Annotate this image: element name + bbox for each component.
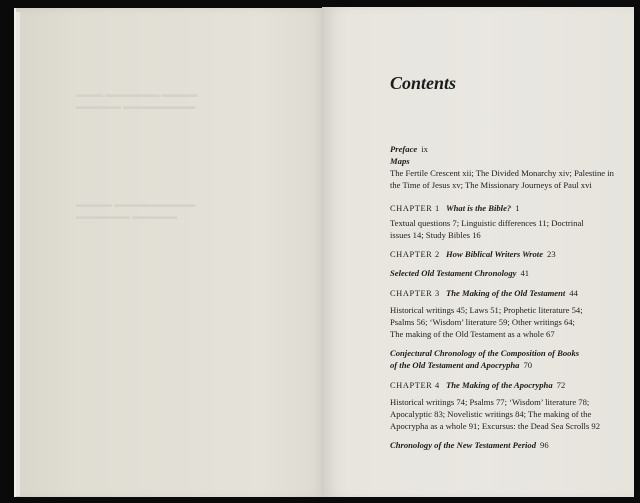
toc-nt-chronology: Chronology of the New Testament Period 96 — [390, 440, 549, 450]
toc-selected-ot-chronology: Selected Old Testament Chronology 41 — [390, 268, 530, 278]
toc-maps-line-1: The Fertile Crescent xii; The Divided Monarchy xiv; Palestine in — [390, 168, 614, 178]
page-title: Contents — [390, 73, 457, 93]
toc-chapter-4-sub-1: Historical writings 74; Psalms 77; ‘Wisdom’ literature 78; — [390, 397, 590, 407]
open-book-spread — [12, 7, 635, 498]
toc-chapter-4-sub-3: Apocrypha as a whole 91; Excursus: the Dead Sea Scrolls 92 — [390, 421, 601, 431]
toc-chapter-4: CHAPTER 4 The Making of the Apocrypha 72 — [390, 380, 566, 390]
toc-conjectural-chronology-line-2: of the Old Testament and Apocrypha 70 — [390, 360, 533, 370]
page-edges — [16, 12, 20, 496]
show-through-text: ▬▬▬▬ ▬▬▬▬▬▬▬▬▬ ▬▬▬▬▬▬ ▬▬▬▬▬ — [76, 199, 196, 221]
toc-chapter-3: CHAPTER 3 The Making of the Old Testament 44 — [390, 288, 578, 298]
toc-chapter-3-sub-1: Historical writings 45; Laws 51; Prophetic literature 54; — [390, 305, 583, 315]
show-through-text: ▬▬▬ ▬▬▬▬▬▬ ▬▬▬▬ ▬▬▬▬▬ ▬▬▬▬▬▬▬▬ — [76, 89, 198, 111]
toc-chapter-3-sub-3: The making of the Old Testament as a whole 67 — [390, 329, 555, 339]
toc-entry-preface: Preface ix — [390, 144, 428, 154]
toc-chapter-1-sub-2: issues 14; Study Bibles 16 — [390, 230, 481, 240]
toc-maps-line-2: the Time of Jesus xv; The Missionary Journeys of Paul xvi — [390, 180, 592, 190]
toc-chapter-4-sub-2: Apocalyptic 83; Novelistic writings 84; The making of the — [390, 409, 592, 419]
toc-conjectural-chronology: Conjectural Chronology of the Composition of Books — [390, 348, 580, 358]
toc-chapter-3-sub-2: Psalms 56; ‘Wisdom’ literature 59; Other writings 64; — [390, 317, 575, 327]
left-page-blank — [14, 8, 325, 497]
toc-entry-maps: Maps — [390, 156, 410, 166]
toc-chapter-1-sub-1: Textual questions 7; Linguistic differences 11; Doctrinal — [390, 218, 584, 228]
toc-chapter-1: CHAPTER 1 What is the Bible? 1 — [390, 203, 520, 213]
right-page-contents — [323, 7, 634, 497]
toc-chapter-2: CHAPTER 2 How Biblical Writers Wrote 23 — [390, 249, 556, 259]
